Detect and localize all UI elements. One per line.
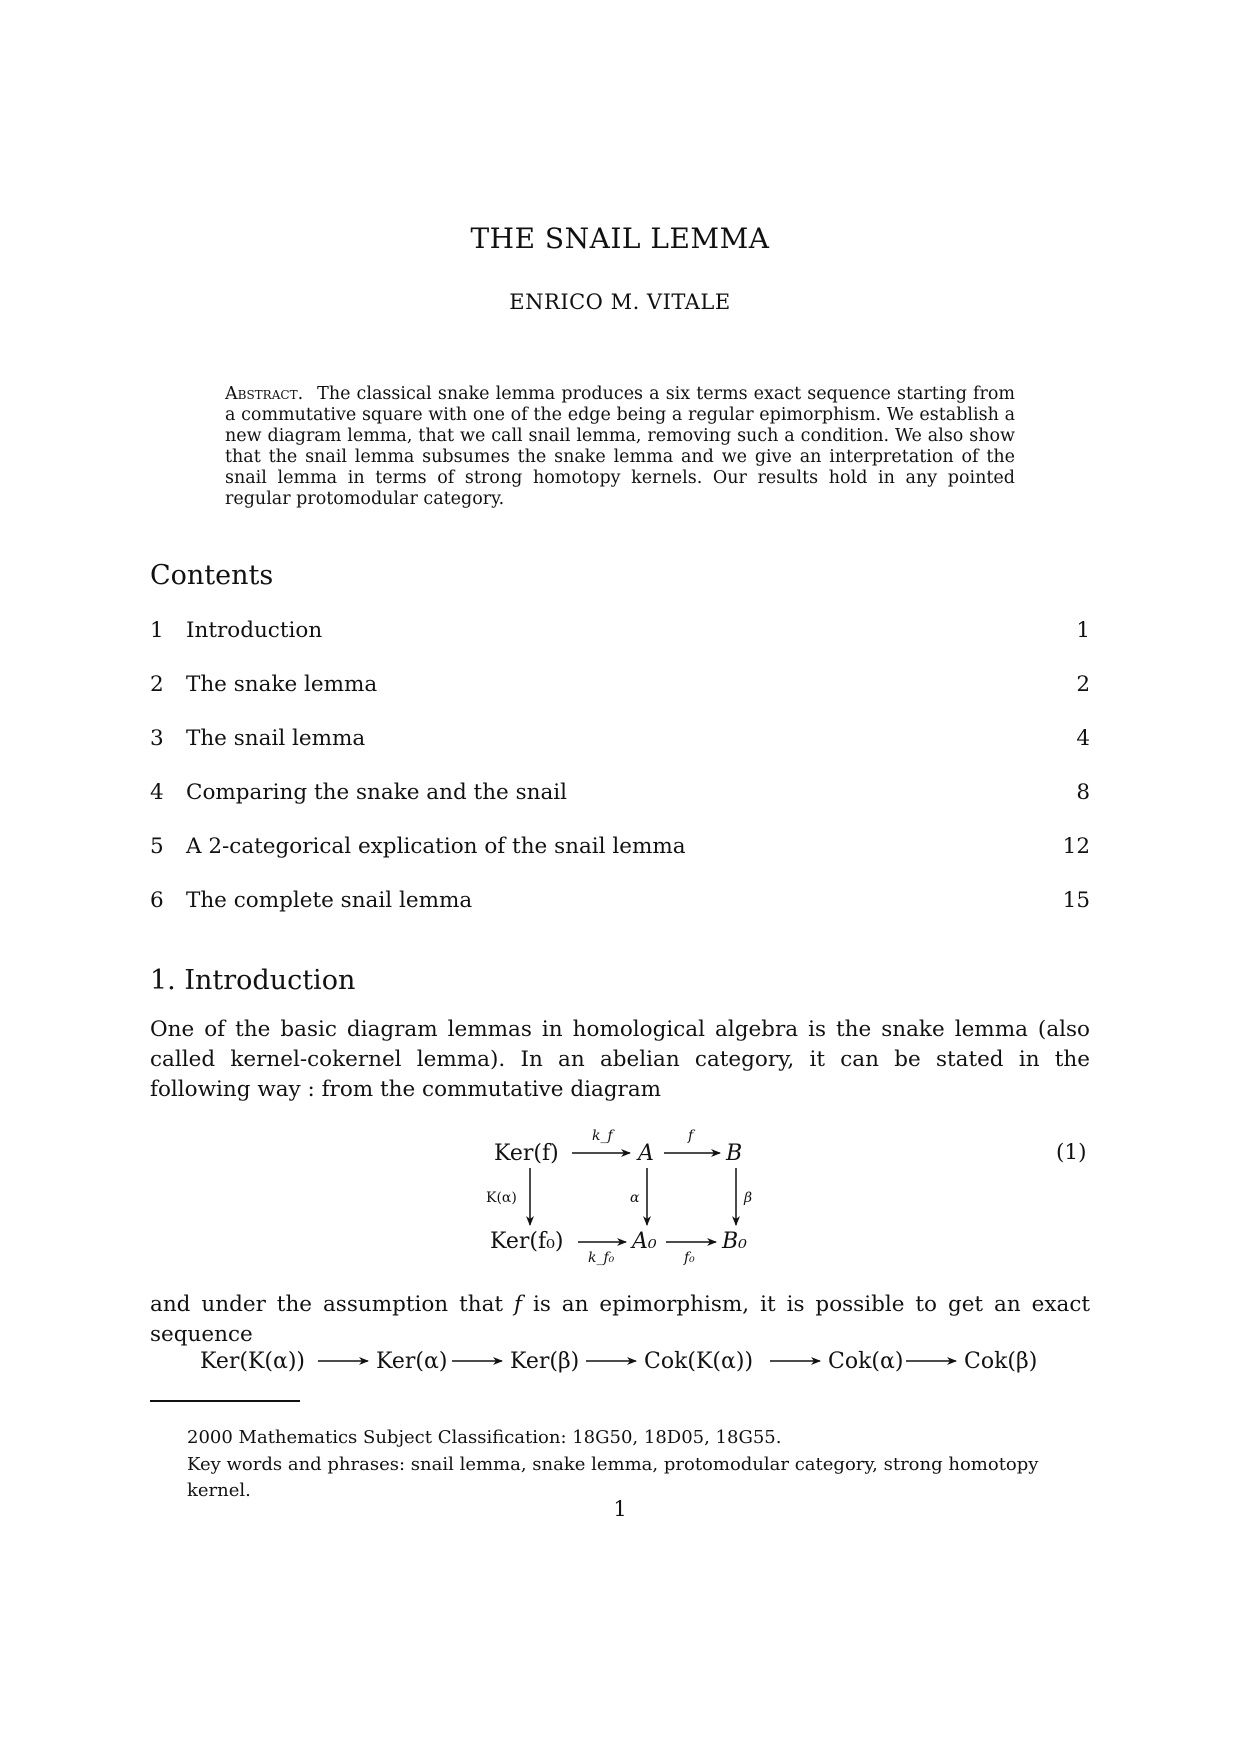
paper-title: THE SNAIL LEMMA	[470, 222, 770, 255]
label-f: f	[688, 1128, 694, 1144]
para2-before: and under the assumption that	[150, 1292, 515, 1317]
toc-number: 2	[150, 672, 164, 697]
toc-entry[interactable]	[150, 618, 1090, 648]
node-a: A	[638, 1141, 654, 1166]
toc-label: The snake lemma	[186, 672, 378, 697]
toc-number: 4	[150, 780, 164, 805]
toc-page: 4	[1076, 726, 1090, 751]
toc-label: A 2-categorical explication of the snail lemma	[186, 834, 686, 859]
toc-entry[interactable]	[150, 888, 1090, 918]
author-name: ENRICO M. VITALE	[509, 290, 731, 314]
contents-heading: Contents	[150, 560, 274, 591]
footnote-msc: 2000 Mathematics Subject Classification: 18G50, 18D05, 18G55.	[187, 1427, 782, 1448]
node-b: B	[726, 1141, 743, 1166]
page-number: 1	[613, 1497, 627, 1521]
abstract-label: Abstract.	[225, 384, 304, 404]
footnote-rule	[150, 1400, 300, 1402]
label-k-f0: k_f₀	[588, 1250, 615, 1266]
toc-entry[interactable]	[150, 726, 1090, 756]
label-k-f: k_f	[592, 1128, 613, 1144]
toc-entry[interactable]	[150, 834, 1090, 864]
sequence-term: Ker(K(α))	[200, 1349, 306, 1374]
label-k-alpha: K(α)	[486, 1190, 517, 1206]
toc-page: 1	[1076, 618, 1090, 643]
toc-label: The complete snail lemma	[186, 888, 473, 913]
node-ker-f0: Ker(f₀)	[490, 1229, 564, 1254]
toc-label: Introduction	[186, 618, 323, 643]
label-f0: f₀	[684, 1250, 695, 1266]
sequence-term: Cok(K(α))	[644, 1349, 754, 1374]
node-ker-f: Ker(f)	[494, 1141, 559, 1166]
para2-variable: f	[514, 1292, 522, 1317]
toc-entry[interactable]	[150, 780, 1090, 810]
toc-page: 2	[1076, 672, 1090, 697]
sequence-term: Cok(β)	[964, 1349, 1038, 1374]
toc-page: 15	[1062, 888, 1090, 913]
sequence-term: Ker(α)	[376, 1349, 448, 1374]
section-heading: 1. Introduction	[150, 965, 356, 996]
toc-page: 12	[1062, 834, 1090, 859]
toc-label: The snail lemma	[186, 726, 366, 751]
toc-number: 5	[150, 834, 164, 859]
toc-number: 6	[150, 888, 164, 913]
toc-page: 8	[1076, 780, 1090, 805]
label-beta: β	[744, 1190, 753, 1206]
commutative-diagram	[470, 1128, 790, 1278]
node-b0: B₀	[722, 1229, 747, 1254]
node-a0: A₀	[632, 1229, 657, 1254]
toc-number: 3	[150, 726, 164, 751]
toc-entry[interactable]	[150, 672, 1090, 702]
equation-number: (1)	[1056, 1140, 1087, 1165]
para2-after: is an epimorphism, it is possible to get an exact sequence	[150, 1292, 1090, 1347]
footnote-keywords: Key words and phrases: snail lemma, snake lemma, protomodular category, strong homotopy kernel.	[187, 1454, 1039, 1501]
abstract-text: The classical snake lemma produces a six terms exact sequence starting from a commutative square with one of the edge being a regular epimorphism. We establish a new diagram lemma, that we call snail lemma, removing such a condition. We also show that the snail lemma subsumes the snake lemma and we give an interpretation of the snail lemma in terms of strong homotopy kernels. Our results hold in any pointed regular protomodular category.	[225, 384, 1015, 509]
abstract	[225, 384, 1015, 510]
sequence-term: Ker(β)	[510, 1349, 580, 1374]
toc-number: 1	[150, 618, 164, 643]
intro-paragraph: One of the basic diagram lemmas in homological algebra is the snake lemma (also called kernel-cokernel lemma). In an abelian category, it can be stated in the following way : from the commutative diagram	[150, 1017, 1090, 1102]
exact-sequence	[190, 1340, 1070, 1380]
label-alpha: α	[630, 1190, 640, 1206]
toc-label: Comparing the snake and the snail	[186, 780, 568, 805]
sequence-term: Cok(α)	[828, 1349, 904, 1374]
